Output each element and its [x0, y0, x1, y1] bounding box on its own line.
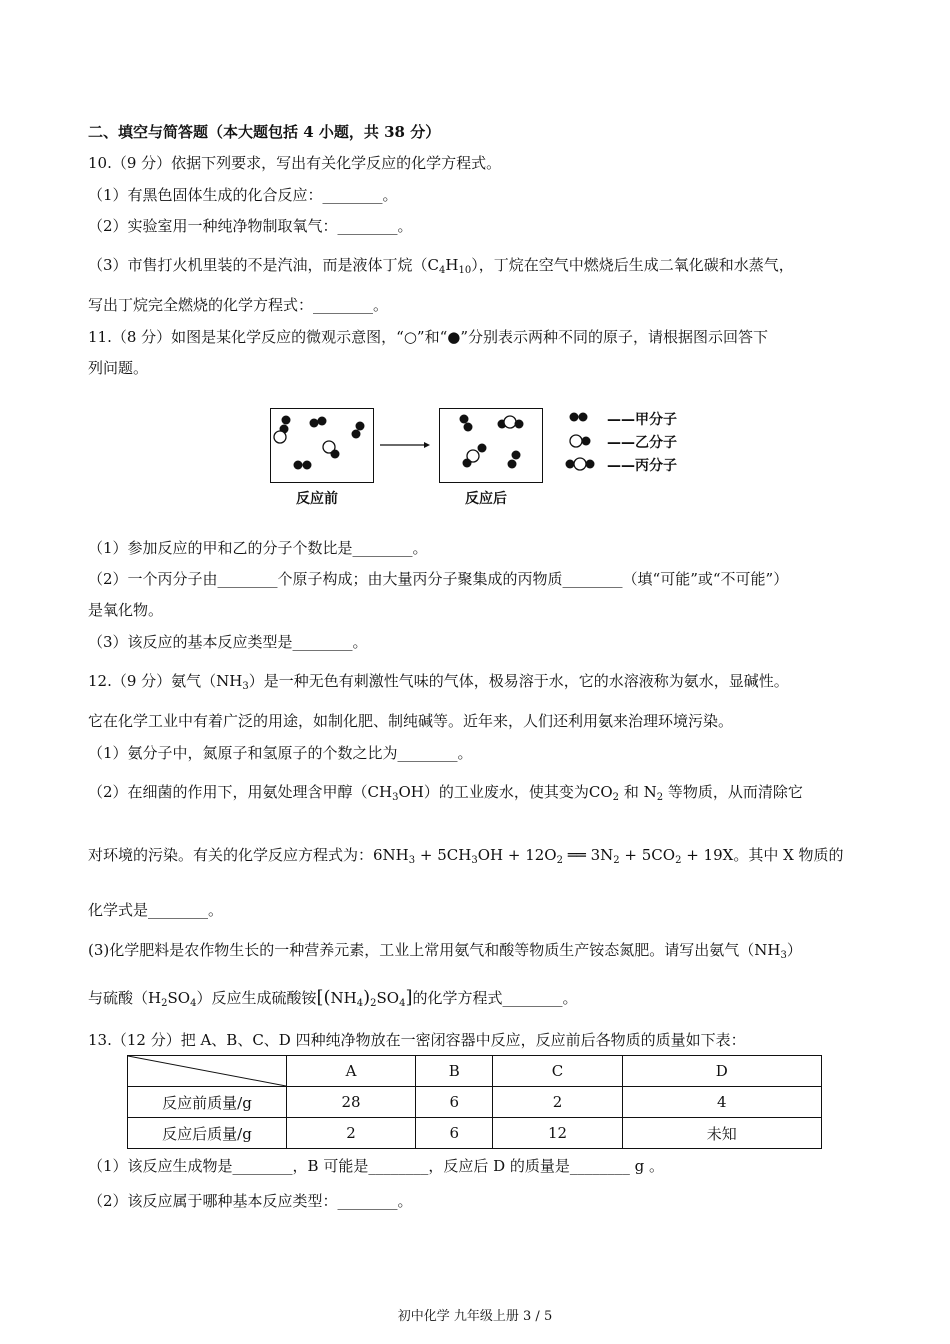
table-cell: 12: [493, 1118, 622, 1149]
table-cell: 2: [493, 1087, 622, 1118]
amm-so-sub: 4: [399, 998, 406, 1009]
table-row: [128, 1118, 822, 1149]
legend-bing-label: ——丙分子: [607, 458, 677, 474]
q11-part1: （1）参加反应的甲和乙的分子个数比是________。: [88, 539, 428, 557]
q10-p3-text-b: ），丁烷在空气中燃烧后生成二氧化碳和水蒸气，: [471, 256, 794, 274]
q12-p3-line2-b: ）反应生成硫酸铵: [196, 989, 317, 1007]
formula-h-sub: 10: [458, 265, 472, 276]
table-cell: 28: [287, 1087, 416, 1118]
ammonium-sulfate-formula: [316, 989, 412, 1007]
table-row: [128, 1087, 822, 1118]
methanol-oh: OH: [398, 783, 424, 801]
eq-sub: 3: [471, 855, 478, 866]
eq-term: 6NH: [373, 846, 409, 864]
p3-nh3: NH: [754, 941, 781, 959]
molecule-jia: [294, 461, 312, 470]
q12-p2-and: 和: [619, 783, 644, 801]
q13-stem: 13.（12 分）把 A、B、C、D 四种纯净物放在一密闭容器中反应，反应前后各物质的质量如下表：: [88, 1031, 746, 1049]
formula-h: H: [445, 256, 459, 274]
methanol-sub: 3: [392, 792, 399, 803]
q12-part2-line3: 化学式是________。: [88, 901, 224, 919]
co2-sub: 2: [612, 792, 620, 803]
molecule-jia: [460, 415, 473, 432]
eq-term: + 19X: [681, 846, 734, 864]
formula-c-sub: 4: [439, 265, 446, 276]
co2-formula: CO: [588, 783, 613, 801]
amm-close-sub: 2: [370, 998, 377, 1009]
n2-formula: N: [643, 783, 657, 801]
h2so4-h: H: [148, 989, 162, 1007]
q12-part3-line1: [88, 940, 802, 960]
q12-p3-line2-a: 与硫酸（: [88, 989, 149, 1007]
molecule-jia: [310, 417, 327, 428]
table-header-row: [128, 1056, 822, 1087]
q12-part2-line1: [88, 782, 803, 802]
table-cell: 6: [416, 1087, 493, 1118]
q10-part1: （1）有黑色固体生成的化合反应：________。: [88, 186, 398, 204]
eq-term: 3N: [590, 846, 614, 864]
table-cell: 6: [416, 1118, 493, 1149]
corner-diagonal: [128, 1056, 286, 1086]
legend-yi-symbol: [570, 435, 591, 447]
formula-nh-sub: 3: [242, 681, 249, 692]
q12-p2-line2-end: 。其中 X 物质的: [733, 846, 844, 864]
q12-p2-text-a: （2）在细菌的作用下，用氨处理含甲醇（: [88, 783, 368, 801]
q11-part2-line2: 是氧化物。: [88, 601, 164, 619]
section-title: 二、填空与简答题（本大题包括 4 小题，共 38 分）: [88, 123, 441, 141]
eq-sub: 2: [675, 855, 682, 866]
legend-symbols: [564, 409, 604, 473]
n2-sub: 2: [656, 792, 664, 803]
h2so4-sub2: 4: [190, 998, 197, 1009]
mass-table: [127, 1055, 822, 1149]
butane-formula: [428, 256, 472, 274]
molecule-jia: [508, 451, 521, 469]
legend-jia-label: ——甲分子: [607, 412, 677, 428]
h2so4-sub1: 2: [161, 998, 168, 1009]
amm-close: ): [363, 987, 371, 1008]
q11-part3: （3）该反应的基本反应类型是________。: [88, 633, 368, 651]
table-cell: 反应后质量/g: [128, 1118, 287, 1149]
q10-part3-line1: [88, 255, 794, 275]
q10-p3-text-a: （3）市售打火机里装的不是汽油，而是液体丁烷（: [88, 256, 428, 274]
eq-equals: ══: [562, 846, 591, 864]
q11-stem-2: 列问题。: [88, 359, 149, 377]
label-after-reaction: 反应后: [465, 491, 507, 507]
formula-nh: NH: [216, 672, 243, 690]
formula-c: C: [427, 256, 440, 274]
q13-part1: （1）该反应生成物是________，B 可能是________，反应后 D 的质量是________ g 。: [88, 1157, 665, 1175]
amm-nh: NH: [330, 989, 357, 1007]
label-before-reaction: 反应前: [296, 491, 338, 507]
after-molecules: [440, 409, 542, 482]
q12-p3-text-b: ）: [786, 941, 802, 959]
table-cell: 2: [287, 1118, 416, 1149]
q10-part3-line2: 写出丁烷完全燃烧的化学方程式：________。: [88, 296, 389, 314]
table-header-d: D: [622, 1056, 821, 1087]
q12-part2-line2: [88, 845, 844, 865]
table-corner-cell: [128, 1056, 287, 1087]
reaction-arrow-icon: [380, 440, 430, 450]
amm-end: ]: [405, 987, 413, 1008]
nh3-formula: [216, 672, 249, 690]
q12-p3-line2-c: 的化学方程式________。: [412, 989, 578, 1007]
q10-stem: 10.（9 分）依据下列要求，写出有关化学反应的化学方程式。: [88, 154, 502, 172]
q12-p3-text-a: (3)化学肥料是农作物生长的一种营养元素，工业上常用氨气和酸等物质生产铵态氮肥。请写出氨气（: [88, 941, 755, 959]
q11-part2-line1: （2）一个丙分子由________个原子构成；由大量丙分子聚集成的丙物质________（填“可能”或“不可能”）: [88, 570, 789, 588]
amm-so: SO: [376, 989, 400, 1007]
amm-nh-sub: 4: [356, 998, 364, 1009]
q12-part3-line2: [88, 988, 578, 1008]
before-reaction-box: [270, 408, 374, 483]
molecule-jia: [352, 422, 365, 439]
legend-bing-symbol: [566, 458, 595, 470]
before-molecules: [271, 409, 373, 482]
table-cell: 4: [622, 1087, 821, 1118]
p3-nh3-sub: 3: [780, 950, 787, 961]
molecule-yi: [274, 431, 286, 443]
q12-stem-a: 12.（9 分）氨气（: [88, 672, 217, 690]
q13-part2: （2）该反应属于哪种基本反应类型：________。: [88, 1192, 413, 1210]
q12-stem-b: ）是一种无色有刺激性气味的气体，极易溶于水，它的水溶液称为氨水，显碱性。: [248, 672, 789, 690]
eq-term: OH + 12O: [477, 846, 557, 864]
q12-p2-line2-text: 对环境的污染。有关的化学反应方程式为：: [88, 846, 374, 864]
legend-yi-label: ——乙分子: [607, 435, 677, 451]
eq-term: + 5CO: [619, 846, 676, 864]
table-cell: 反应前质量/g: [128, 1087, 287, 1118]
legend-jia-symbol: [570, 413, 588, 422]
q11-stem-1: 11.（8 分）如图是某化学反应的微观示意图，“○”和“●”分别表示两种不同的原子，请根据图示回答下: [88, 328, 769, 346]
eq-sub: 2: [613, 855, 620, 866]
table-cell: 未知: [622, 1118, 821, 1149]
table-header-b: B: [416, 1056, 493, 1087]
eq-term: + 5CH: [415, 846, 472, 864]
table-header-c: C: [493, 1056, 622, 1087]
amm-open: [(: [316, 987, 331, 1008]
page-footer: 初中化学 九年级上册 3 / 5: [397, 1309, 553, 1324]
methanol-ch: CH: [367, 783, 393, 801]
q10-part2: （2）实验室用一种纯净物制取氧气：________。: [88, 217, 413, 235]
molecule-bing: [463, 444, 487, 468]
molecule-bing: [498, 416, 524, 429]
eq-sub: 3: [408, 855, 416, 866]
q12-part1: （1）氨分子中，氮原子和氢原子的个数之比为________。: [88, 744, 473, 762]
q12-p2-text-c: 等物质，从而清除它: [663, 783, 803, 801]
h2so4-so: SO: [167, 989, 191, 1007]
eq-sub: 2: [556, 855, 563, 866]
molecule-yi: [323, 441, 340, 459]
q12-p2-text-b: ）的工业废水，使其变为: [423, 783, 589, 801]
q12-stem-line1: [88, 671, 789, 691]
table-header-a: A: [287, 1056, 416, 1087]
reaction-equation: [373, 846, 733, 864]
after-reaction-box: [439, 408, 543, 483]
q12-stem-line2: 它在化学工业中有着广泛的用途，如制化肥、制纯碱等。近年来，人们还利用氨来治理环境污染。: [88, 712, 734, 730]
